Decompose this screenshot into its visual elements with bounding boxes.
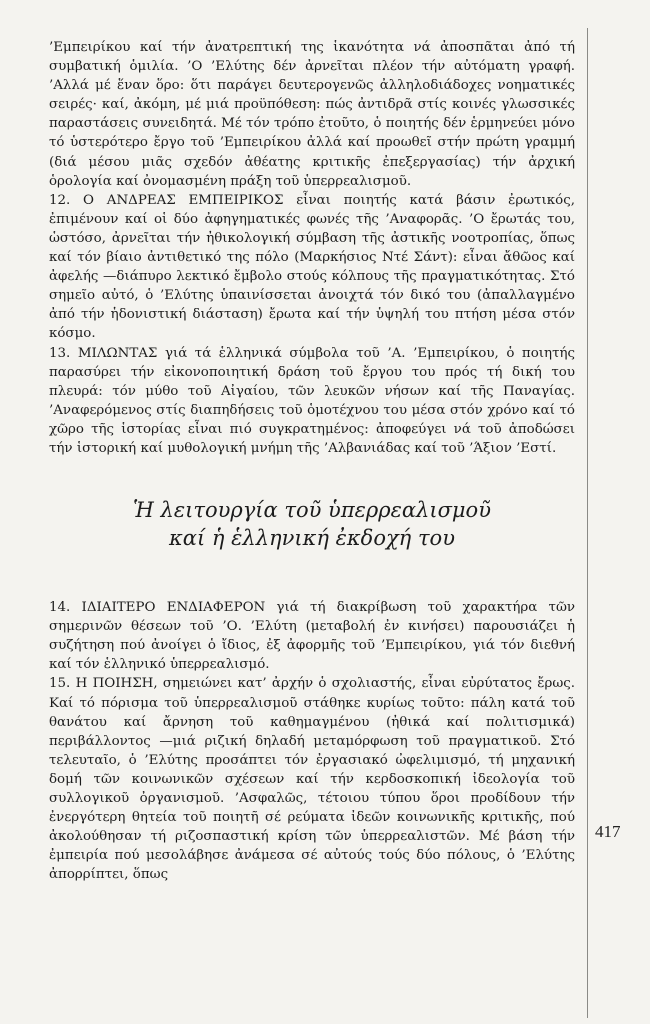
paragraph-13: 13. ΜΙΛΩΝΤΑΣ γιά τά ἑλληνικά σύμβολα τοῦ ’Α. ’Εμπειρίκου, ὁ ποιητής παρασύρει τήν εἰκονοποιητική δράση τοῦ ἔργου του πρός τή δική του πλευρά: τόν μύθο τοῦ Αἰγαίου, τῶν λευκῶν νήσων καί τῆς Παναγίας. ’Αναφερόμενος στίς διαπηδήσεις τοῦ ὁμοτέχνου του μέσα στόν χρόνο καί τό χῶρο τῆς ἱστορίας εἶναι πιό συγκρατημένος: ἀποφεύγει νά τοῦ ἀποδώσει τήν ἱστορική καί μυθολογική μνήμη τῆς ’Αλβανιάδας καί τοῦ ’Άξιον ’Εστί. — [49, 345, 575, 456]
page-number: 417 — [595, 822, 621, 841]
section-heading-line-1: Ἡ λειτουργία τοῦ ὑπερρεαλισμοῦ — [133, 498, 491, 523]
margin-rule — [587, 28, 588, 1018]
paragraph-15: 15. Η ΠΟΙΗΣΗ, σημειώνει κατ’ ἀρχήν ὁ σχολιαστής, εἶναι εὐρύτατος ἔρως. Καί τό πόρισμα τοῦ ὑπερρεαλισμοῦ στάθηκε κυρίως τοῦτο: πάλη κατά τοῦ θανάτου καί ἄρνηση τοῦ καθημαγμένου (ἠθικά καί πολιτισμικά) περιβάλλοντος —μιά ριζική δηλαδή μεταμόρφωση τοῦ πραγματικοῦ. Στό τελευταῖο, ὁ ’Ελύτης προσάπτει τόν ἐργασιακό ὠφελιμισμό, τή μηχανική δομή τῶν κοινωνικῶν σχέσεων καί τήν κερδοσκοπική ἰδεολογία τοῦ συλλογικοῦ ὀργανισμοῦ. ’Ασφαλῶς, τέτοιου τύπου ὅροι προδίδουν τήν ἐνεργότερη θητεία τοῦ ποιητῆ σέ ρεύματα ἰδεῶν κοινωνικῆς κριτικῆς, πού ἀκολούθησαν τή ριζοσπαστική κρίση τῶν ὑπερρεαλιστῶν. Μέ βάση τήν ἐμπειρία πού μεσολάβησε ἀνάμεσα σέ αὐτούς τούς δύο πόλους, ὁ ’Ελύτης ἀπορρίπτει, ὅπως — [49, 676, 575, 883]
paragraph-12: 12. Ο ΑΝΔΡΕΑΣ ΕΜΠΕΙΡΙΚΟΣ εἶναι ποιητής κατά βάσιν ἐρωτικός, ἐπιμένουν καί οἱ δύο ἀφηγηματικές φωνές τῆς ’Αναφορᾶς. ’Ο ἔρωτάς του, ὡστόσο, ἀρνεῖται τήν ἠθικολογική σύμβαση τῆς ἀστικῆς νοοτροπίας, ὅπως καί τόν βίαιο ἀντιθετικό της πόλο (Μαρκήσιος Ντέ Σάντ): εἶναι ἄθῶος καί ἀφελής —διάπυρο λεκτικό ἔμβολο στούς κόλπους τῆς πραγματικότητας. Στό σημεῖο αὐτό, ὁ ’Ελύτης ὑπαινίσσεται ἀνοιχτά τόν δικό του (ἀπαλλαγμένο ἀπό τήν ἡδονιστική διάσταση) ἔρωτα καί τήν ὑψηλή του πτήση μέσα στόν κόσμο. — [49, 192, 575, 342]
section-heading — [49, 496, 575, 552]
paragraph-14: 14. ΙΔΙΑΙΤΕΡΟ ΕΝΔΙΑΦΕΡΟΝ γιά τή διακρίβωση τοῦ χαρακτήρα τῶν σημερινῶν θέσεων τοῦ ’Ο. ’Ελύτη (μεταβολή ἐν κινήσει) παρουσιάζει ἡ συζήτηση πού ἀνοίγει ὁ ἴδιος, ἐξ ἀφορμῆς τοῦ ’Εμπειρίκου, γιά τόν διεθνή καί τόν ἑλληνικό ὑπερρεαλισμό. — [49, 600, 575, 673]
paragraph-continuation: ’Εμπειρίκου καί τήν ἀνατρεπτική της ἱκανότητα νά ἀποσπᾶται ἀπό τή συμβατική ὁμιλία. ’Ο ’Ελύτης δέν ἀρνεῖται πλέον τήν αὐτόματη γραφή. ’Αλλά μέ ἕναν ὅρο: ὅτι παράγει δευτερογενῶς ἀλληλοδιάδοχες νοηματικές σειρές· καί, ἀκόμη, μέ μιά προϋπόθεση: πώς ἀντιδρᾶ στίς κοινές γλωσσικές παραστάσεις συνειδητά. Μέ τόν τρόπο ἐτοῦτο, ὁ ποιητής δέν ἑρμηνεύει μόνο τό ὑστερότερο ἔργο τοῦ ’Εμπειρίκου ἀλλά καί προωθεῖ στήν πρώτη γραμμή (διά μέσου μιᾶς σχεδόν ἀθέατης κριτικῆς ἐπεξεργασίας) τήν ἀρχική ὁρολογία καί ὀνομασμένη πράξη τοῦ ὑπερρεαλισμοῦ. — [49, 40, 575, 189]
page-body — [49, 38, 575, 884]
section-heading-line-2: καί ἡ ἑλληνική ἐκδοχή του — [169, 526, 455, 551]
